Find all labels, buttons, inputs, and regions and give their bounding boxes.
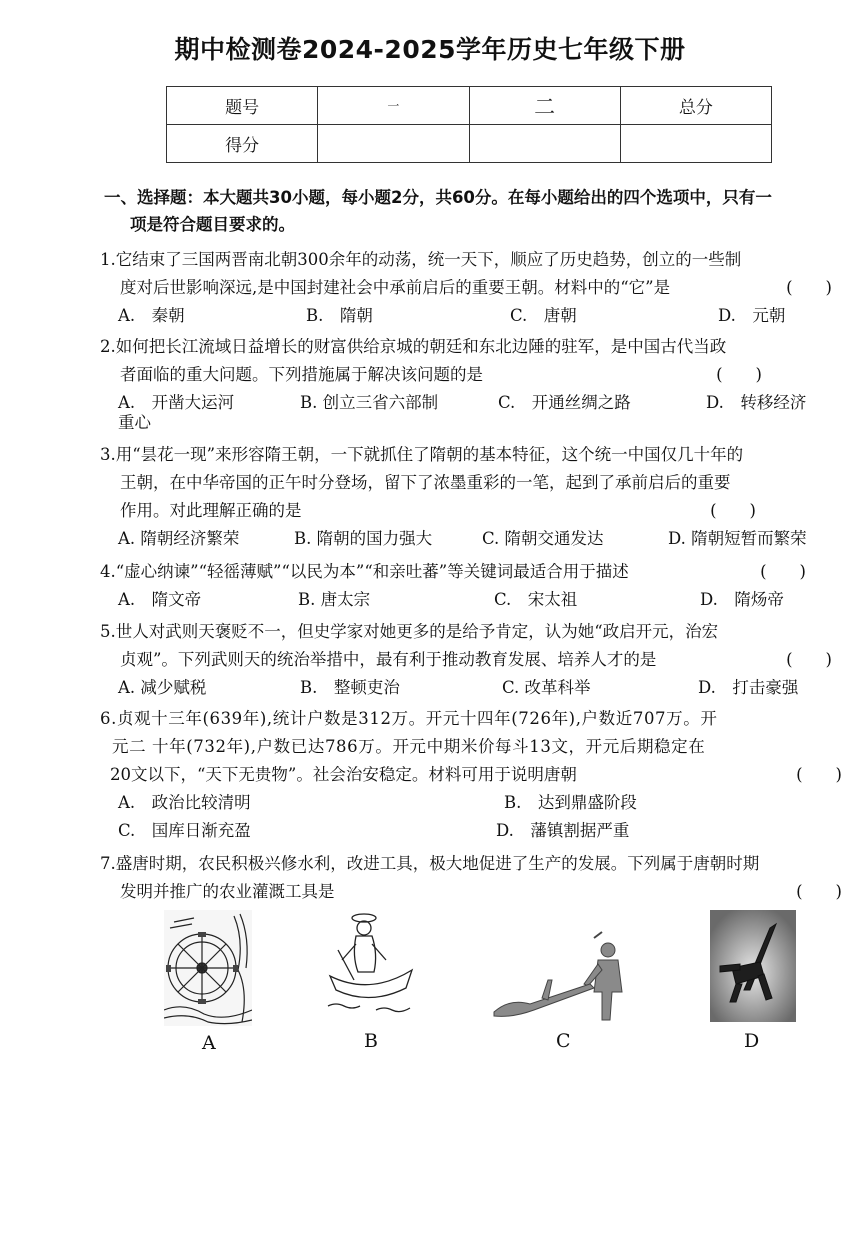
options-row <box>100 674 842 702</box>
option-a[interactable]: A. 隋文帝 <box>118 590 202 609</box>
option-b[interactable]: B. 创立三省六部制 <box>300 393 439 412</box>
option-b[interactable]: B. 唐太宗 <box>298 590 371 609</box>
options-row <box>100 525 842 553</box>
question-stem: 20文以下，“天下无贵物”。社会治安稳定。材料可用于说明唐朝 <box>110 765 577 784</box>
option-d[interactable]: D. 转移经济 <box>706 393 807 412</box>
question-1 <box>100 246 842 330</box>
option-c[interactable]: C. 开通丝绸之路 <box>498 393 631 412</box>
plough-image[interactable] <box>490 928 640 1024</box>
option-d[interactable]: D. 藩镇割据严重 <box>496 821 630 840</box>
question-4 <box>100 558 842 614</box>
picture-label-a: A <box>202 1032 216 1054</box>
answer-parenthesis[interactable]: ( ) <box>796 882 842 901</box>
question-stem: 王朝，在中华帝国的正午时分登场，留下了浓墨重彩的一笔，起到了承前启后的重要 <box>120 473 731 492</box>
answer-parenthesis[interactable]: ( ) <box>760 562 806 581</box>
option-b[interactable]: B. 达到鼎盛阶段 <box>504 793 637 812</box>
score-input-cell[interactable] <box>620 125 771 163</box>
option-d[interactable]: D. 打击豪强 <box>698 678 799 697</box>
option-d[interactable]: D. 隋炀帝 <box>700 590 784 609</box>
table-cell: 一 <box>318 87 469 125</box>
question-3 <box>100 441 842 553</box>
answer-parenthesis[interactable]: ( ) <box>710 501 756 520</box>
section-line: 一、选择题：本大题共30小题，每小题2分，共60分。在每小题给出的四个选项中，只有一 <box>104 188 772 207</box>
option-b[interactable]: B. 整顿吏治 <box>300 678 400 697</box>
option-a[interactable]: A. 开凿大运河 <box>118 393 235 412</box>
option-a[interactable]: A. 隋朝经济繁荣 <box>118 529 240 548</box>
option-c[interactable]: C. 国库日渐充盈 <box>118 821 251 840</box>
option-a[interactable]: A. 减少赋税 <box>118 678 207 697</box>
answer-parenthesis[interactable]: ( ) <box>786 278 832 297</box>
boat-figure-image[interactable] <box>326 910 416 1020</box>
question-stem: 贞观”。下列武则天的统治举措中，最有利于推动教育发展、培养人才的是 <box>120 650 657 669</box>
table-cell: 总分 <box>620 87 771 125</box>
option-c[interactable]: C. 改革科举 <box>502 678 591 697</box>
option-c[interactable]: C. 隋朝交通发达 <box>482 529 604 548</box>
answer-parenthesis[interactable]: ( ) <box>786 650 832 669</box>
option-c[interactable]: C. 唐朝 <box>510 306 577 325</box>
answer-parenthesis[interactable]: ( ) <box>796 765 842 784</box>
question-stem: 4.“虚心纳谏”“轻徭薄赋”“以民为本”“和亲吐蕃”等关键词最适合用于描述 <box>100 562 629 581</box>
option-b[interactable]: B. 隋朝 <box>306 306 373 325</box>
question-stem: 作用。对此理解正确的是 <box>120 501 302 520</box>
picture-label-b: B <box>364 1030 378 1052</box>
option-b[interactable]: B. 隋朝的国力强大 <box>294 529 433 548</box>
question-7 <box>100 850 842 906</box>
options-row <box>100 586 842 614</box>
section-heading <box>104 184 844 238</box>
picture-label-d: D <box>744 1030 760 1052</box>
table-row <box>167 125 772 163</box>
options-row <box>100 789 842 817</box>
options-row <box>100 302 842 330</box>
table-cell: 题号 <box>167 87 318 125</box>
option-d-wrap: 重心 <box>118 413 151 432</box>
plough-model-photo[interactable] <box>710 910 796 1022</box>
waterwheel-image[interactable] <box>164 910 252 1026</box>
question-stem: 度对后世影响深远,是中国封建社会中承前启后的重要王朝。材料中的“它”是 <box>120 278 671 297</box>
question-stem: 发明并推广的农业灌溉工具是 <box>120 882 335 901</box>
table-cell: 得分 <box>167 125 318 163</box>
question-stem: 元二 十年(732年),户数已达786万。开元中期米价每斗13文，开元后期稳定在 <box>112 737 706 756</box>
option-c[interactable]: C. 宋太祖 <box>494 590 578 609</box>
option-a[interactable]: A. 政治比较清明 <box>118 793 251 812</box>
answer-parenthesis[interactable]: ( ) <box>716 365 762 384</box>
score-table <box>166 86 772 163</box>
score-input-cell[interactable] <box>469 125 620 163</box>
option-d[interactable]: D. 元朝 <box>718 306 786 325</box>
question-stem: 者面临的重大问题。下列措施属于解决该问题的是 <box>120 365 483 384</box>
options-row <box>100 389 842 413</box>
question-stem: 5.世人对武则天褒贬不一，但史学家对她更多的是给予肯定，认为她“政启开元，治宏 <box>100 622 719 641</box>
picture-label-c: C <box>556 1030 571 1052</box>
section-line: 项是符合题目要求的。 <box>130 215 295 234</box>
table-row <box>167 87 772 125</box>
question-stem: 7.盛唐时期，农民积极兴修水利，改进工具，极大地促进了生产的发展。下列属于唐朝时期 <box>100 854 760 873</box>
score-input-cell[interactable] <box>318 125 469 163</box>
question-stem: 2.如何把长江流域日益增长的财富供给京城的朝廷和东北边陲的驻军，是中国古代当政 <box>100 337 727 356</box>
question-5 <box>100 618 842 702</box>
table-cell: 二 <box>469 87 620 125</box>
option-d[interactable]: D. 隋朝短暂而繁荣 <box>668 529 807 548</box>
page-title: 期中检测卷2024-2025学年历史七年级下册 <box>174 35 686 64</box>
question-2 <box>100 333 842 433</box>
question-stem: 1.它结束了三国两晋南北朝300余年的动荡，统一天下，顺应了历史趋势，创立的一些制 <box>100 250 742 269</box>
options-row <box>100 817 842 845</box>
option-a[interactable]: A. 秦朝 <box>118 306 185 325</box>
question-6 <box>100 705 842 845</box>
question-stem: 3.用“昙花一现”来形容隋王朝，一下就抓住了隋朝的基本特征，这个统一中国仅几十年的 <box>100 445 744 464</box>
question-stem: 6.贞观十三年(639年),统计户数是312万。开元十四年(726年),户数近707万。开 <box>100 709 718 728</box>
